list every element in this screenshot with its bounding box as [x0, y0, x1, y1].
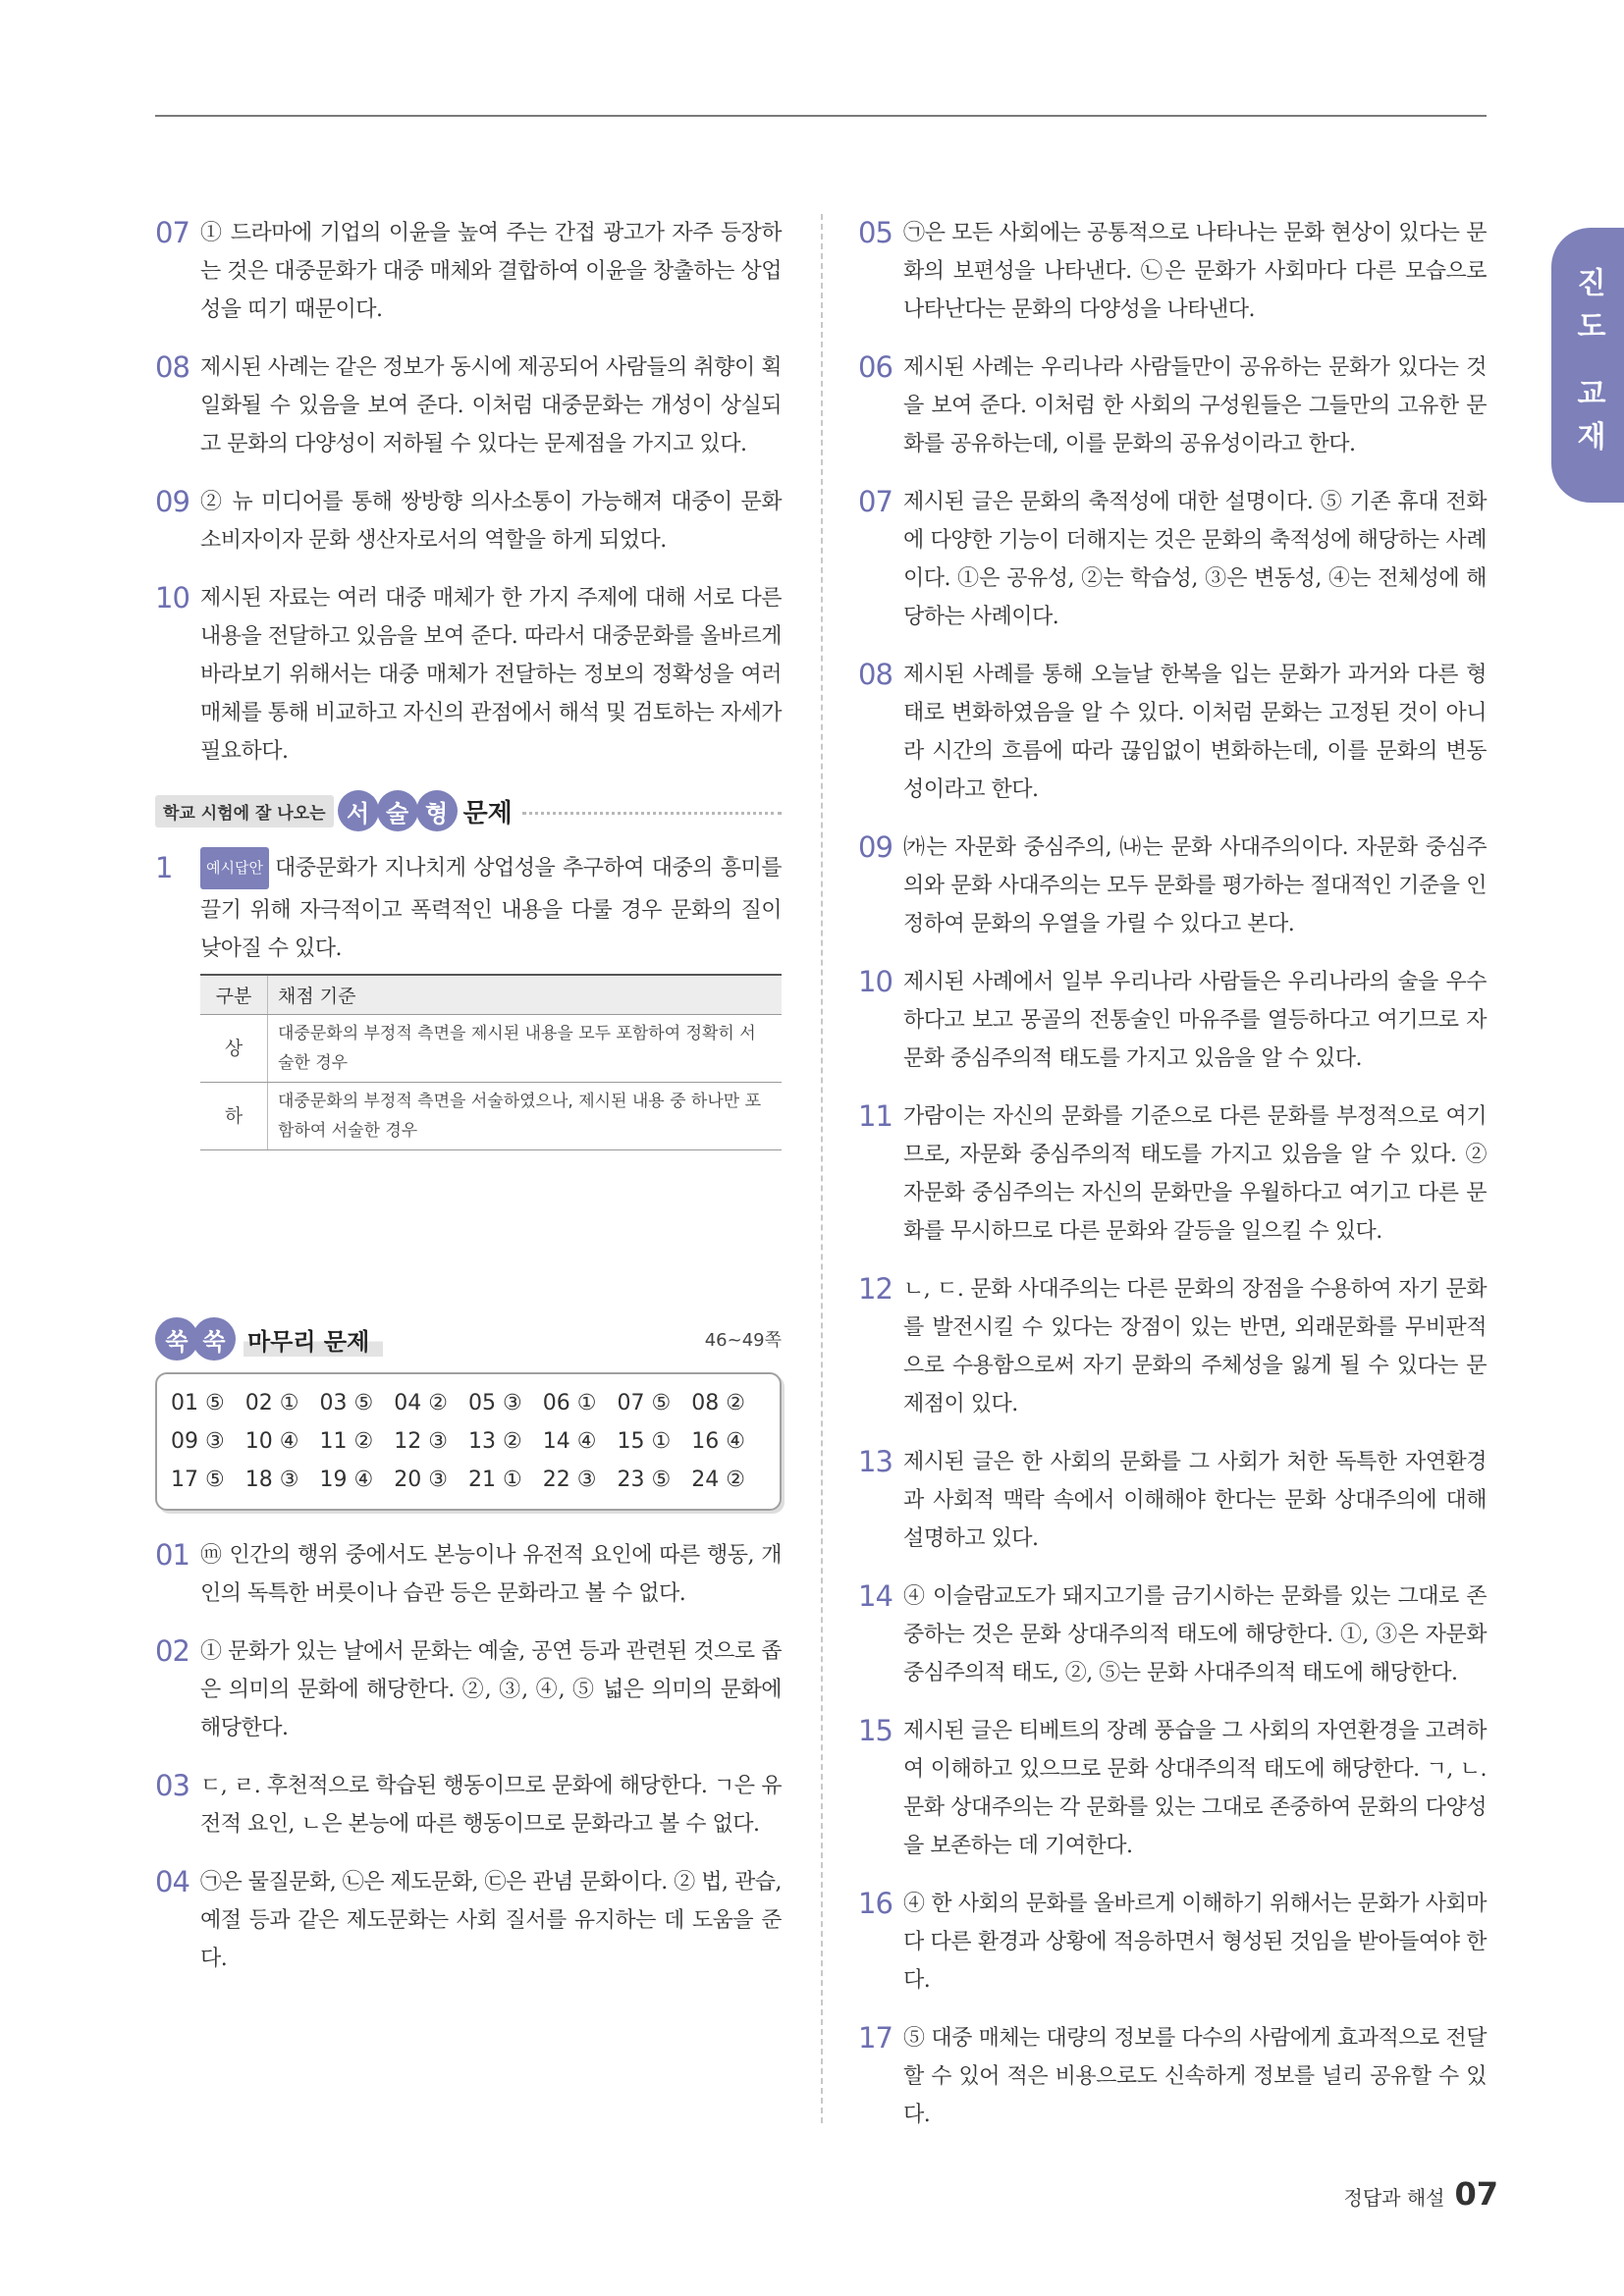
- item-number: 12: [858, 1272, 893, 1306]
- item-text: ㈎는 자문화 중심주의, ㈏는 문화 사대주의이다. 자문화 중심주의와 문화 사대주의는 모두 문화를 평가하는 절대적인 기준을 인정하여 문화의 우열을 가릴 수 있다고 본다.: [903, 835, 1487, 936]
- item-text: ⓜ 인간의 행위 중에서도 본능이나 유전적 요인에 따른 행동, 개인의 독특한 버릇이나 습관 등은 문화라고 볼 수 없다.: [200, 1543, 782, 1606]
- final-section-title: 마무리 문제: [244, 1322, 383, 1357]
- item-number: 07: [858, 485, 893, 518]
- item-text: ① 문화가 있는 날에서 문화는 예술, 공연 등과 관련된 것으로 좁은 의미의 문화에 해당한다. ②, ③, ④, ⑤ 넓은 의미의 문화에 해당한다.: [200, 1639, 782, 1740]
- title-bubble: 쑥: [192, 1317, 236, 1361]
- essay-section-title: 문제: [462, 798, 513, 828]
- item-number: 02: [155, 1634, 189, 1668]
- grading-header-level: 구분: [200, 975, 268, 1015]
- answer-item: [155, 1632, 782, 1747]
- answer-item: [858, 2019, 1487, 2134]
- item-number: 13: [858, 1445, 893, 1478]
- essay-answer: [200, 849, 782, 968]
- answer-key-cell: 01 ⑤: [171, 1391, 225, 1415]
- table-row: [200, 1083, 782, 1150]
- item-number: 08: [858, 658, 893, 691]
- item-text: 제시된 글은 한 사회의 문화를 그 사회가 처한 독특한 자연환경과 사회적 맥락 속에서 이해해야 한다는 문화 상대주의에 대해 설명하고 있다.: [903, 1450, 1487, 1551]
- answer-item: [155, 348, 782, 463]
- answer-key-cell: 18 ③: [244, 1468, 299, 1492]
- answer-key-row: [171, 1384, 766, 1422]
- answer-key-cell: 15 ①: [617, 1429, 672, 1454]
- answer-key-cell: 14 ④: [542, 1429, 597, 1454]
- answer-key-box: [155, 1372, 782, 1511]
- title-bubble: 쑥: [155, 1317, 198, 1361]
- answer-item: [155, 1767, 782, 1843]
- answer-key-cell: 17 ⑤: [171, 1468, 225, 1492]
- right-column: [858, 214, 1487, 2154]
- answer-key-row: [171, 1461, 766, 1499]
- left-column: [155, 214, 782, 1998]
- item-text: ㄴ, ㄷ. 문화 사대주의는 다른 문화의 장점을 수용하여 자기 문화를 발전시킬 수 있다는 장점이 있는 반면, 외래문화를 무비판적으로 수용함으로써 자기 문화의 주체성을 잃게 될 수 있다는 문제점이 있다.: [903, 1277, 1487, 1416]
- essay-answer-text: 대중문화가 지나치게 상업성을 추구하여 대중의 흥미를 끌기 위해 자극적이고 폭력적인 내용을 다룰 경우 문화의 질이 낮아질 수 있다.: [200, 856, 782, 961]
- grading-criterion: 대중문화의 부정적 측면을 제시된 내용을 모두 포함하여 정확히 서술한 경우: [268, 1015, 783, 1083]
- item-text: 제시된 사례는 같은 정보가 동시에 제공되어 사람들의 취향이 획일화될 수 있음을 보여 준다. 이처럼 대중문화는 개성이 상실되고 문화의 다양성이 저하될 수 있다는 문제점을 가지고 있다.: [200, 355, 782, 456]
- page-number: 07: [1454, 2175, 1498, 2213]
- item-number: 10: [155, 581, 189, 614]
- grading-table: [200, 974, 782, 1150]
- page-footer: [1344, 2175, 1499, 2213]
- answer-item: [858, 1885, 1487, 2000]
- answer-key-cell: 22 ③: [542, 1468, 597, 1492]
- item-number: 06: [858, 350, 893, 384]
- answer-key-cell: 16 ④: [691, 1429, 745, 1454]
- item-text: 제시된 글은 문화의 축적성에 대한 설명이다. ⑤ 기존 휴대 전화에 다양한 기능이 더해지는 것은 문화의 축적성에 해당하는 사례이다. ①은 공유성, ②는 학습성, ③은 변동성, ④는 전체성에 해당하는 사례이다.: [903, 490, 1487, 629]
- item-text: 제시된 사례는 우리나라 사람들만이 공유하는 문화가 있다는 것을 보여 준다. 이처럼 한 사회의 구성원들은 그들만의 고유한 문화를 공유하는데, 이를 문화의 공유성이라고 한다.: [903, 355, 1487, 456]
- answer-key-cell: 12 ③: [394, 1429, 448, 1454]
- essay-section-header: [155, 790, 782, 831]
- answer-item: [155, 483, 782, 560]
- title-bubble: 술: [377, 790, 418, 831]
- top-rule: [155, 115, 1487, 117]
- answer-key-cell: 10 ④: [244, 1429, 299, 1454]
- answer-item: [155, 214, 782, 329]
- answer-key-cell: 09 ③: [171, 1429, 225, 1454]
- answer-key-cell: 04 ②: [394, 1391, 448, 1415]
- item-number: 08: [155, 350, 189, 384]
- answer-key-cell: 24 ②: [691, 1468, 745, 1492]
- table-row: [200, 1015, 782, 1083]
- answer-key-cell: 23 ⑤: [617, 1468, 672, 1492]
- item-number: 15: [858, 1714, 893, 1747]
- answer-item: [155, 1536, 782, 1613]
- item-text: ④ 한 사회의 문화를 올바르게 이해하기 위해서는 문화가 사회마다 다른 환경과 상황에 적응하면서 형성된 것임을 받아들여야 한다.: [903, 1892, 1487, 1993]
- item-text: ② 뉴 미디어를 통해 쌍방향 의사소통이 가능해져 대중이 문화 소비자이자 문화 생산자로서의 역할을 하게 되었다.: [200, 490, 782, 553]
- title-bubble: 형: [416, 790, 458, 831]
- item-text: ④ 이슬람교도가 돼지고기를 금기시하는 문화를 있는 그대로 존중하는 것은 문화 상대주의적 태도에 해당한다. ①, ③은 자문화 중심주의적 태도, ②, ⑤는 문화 사대주의적 태도에 해당한다.: [903, 1584, 1487, 1685]
- item-number: 05: [858, 216, 893, 249]
- answer-key-cell: 19 ④: [319, 1468, 374, 1492]
- answer-key-cell: 13 ②: [468, 1429, 522, 1454]
- final-section-pages: 46~49쪽: [704, 1330, 782, 1351]
- answer-item: [155, 579, 782, 771]
- answer-key-cell: 21 ①: [468, 1468, 522, 1492]
- item-text: ㄷ, ㄹ. 후천적으로 학습된 행동이므로 문화에 해당한다. ㄱ은 유전적 요인, ㄴ은 본능에 따른 행동이므로 문화라고 볼 수 없다.: [200, 1774, 782, 1837]
- essay-section-pre: 학교 시험에 잘 나오는: [155, 795, 334, 828]
- item-number: 03: [155, 1769, 189, 1802]
- answer-item: [858, 1270, 1487, 1423]
- item-text: 제시된 사례에서 일부 우리나라 사람들은 우리나라의 술을 우수하다고 보고 몽골의 전통술인 마유주를 열등하다고 여기므로 자문화 중심주의적 태도를 가지고 있음을 알 수 있다.: [903, 970, 1487, 1071]
- answer-key-row: [171, 1422, 766, 1461]
- item-text: 제시된 글은 티베트의 장례 풍습을 그 사회의 자연환경을 고려하여 이해하고 있으므로 문화 상대주의적 태도에 해당한다. ㄱ, ㄴ. 문화 상대주의는 각 문화를 있는 그대로 존중하여 문화의 다양성을 보존하는 데 기여한다.: [903, 1719, 1487, 1858]
- grading-header-row: [200, 975, 782, 1015]
- column-divider: [821, 214, 823, 2123]
- item-text: 제시된 자료는 여러 대중 매체가 한 가지 주제에 대해 서로 다른 내용을 전달하고 있음을 보여 준다. 따라서 대중문화를 올바르게 바라보기 위해서는 대중 매체가 전달하는 정보의 정확성을 여러 매체를 통해 비교하고 자신의 관점에서 해석 및 검토하는 자세가 필요하다.: [200, 586, 782, 764]
- item-number: 10: [858, 965, 893, 998]
- item-number: 14: [858, 1579, 893, 1613]
- item-number: 09: [858, 830, 893, 864]
- answer-item: [858, 1443, 1487, 1558]
- answer-key-cell: 06 ①: [542, 1391, 597, 1415]
- essay-item: [155, 849, 782, 968]
- answer-key-cell: 05 ③: [468, 1391, 522, 1415]
- answer-item: [858, 483, 1487, 636]
- grading-header-criterion: 채점 기준: [268, 975, 783, 1015]
- item-number: 07: [155, 216, 189, 249]
- sample-answer-badge: 예시답안: [200, 847, 269, 889]
- title-bubble: 서: [338, 790, 379, 831]
- answer-item: [858, 828, 1487, 943]
- answer-key-cell: 02 ①: [244, 1391, 299, 1415]
- footer-label: 정답과 해설: [1343, 2186, 1445, 2210]
- item-number: 16: [858, 1887, 893, 1920]
- item-text: ㉠은 모든 사회에는 공통적으로 나타나는 문화 현상이 있다는 문화의 보편성을 나타낸다. ㉡은 문화가 사회마다 다른 모습으로 나타난다는 문화의 다양성을 나타낸다.: [903, 221, 1487, 322]
- item-number: 1: [155, 851, 173, 884]
- item-text: 제시된 사례를 통해 오늘날 한복을 입는 문화가 과거와 다른 형태로 변화하였음을 알 수 있다. 이처럼 문화는 고정된 것이 아니라 시간의 흐름에 따라 끊임없이 변화하는데, 이를 문화의 변동성이라고 한다.: [903, 663, 1487, 802]
- item-text: ⑤ 대중 매체는 대량의 정보를 다수의 사람에게 효과적으로 전달할 수 있어 적은 비용으로도 신속하게 정보를 널리 공유할 수 있다.: [903, 2026, 1487, 2127]
- answer-item: [858, 214, 1487, 329]
- grading-criterion: 대중문화의 부정적 측면을 서술하였으나, 제시된 내용 중 하나만 포함하여 서술한 경우: [268, 1083, 783, 1150]
- item-text: ㉠은 물질문화, ㉡은 제도문화, ㉢은 관념 문화이다. ② 법, 관습, 예절 등과 같은 제도문화는 사회 질서를 유지하는 데 도움을 준다.: [200, 1870, 782, 1971]
- side-tab-label: 진도 교재: [1571, 266, 1605, 464]
- final-section-header: [155, 1317, 782, 1361]
- side-tab: [1551, 228, 1624, 503]
- grading-level: 상: [200, 1015, 268, 1083]
- item-number: 04: [155, 1865, 189, 1898]
- answer-key-cell: 11 ②: [319, 1429, 374, 1454]
- item-number: 17: [858, 2021, 893, 2055]
- answer-item: [858, 1712, 1487, 1865]
- essay-title-bubbles: [338, 790, 456, 831]
- answer-key-cell: 03 ⑤: [319, 1391, 374, 1415]
- answer-item: [155, 1863, 782, 1978]
- answer-item: [858, 963, 1487, 1078]
- answer-item: [858, 348, 1487, 463]
- answer-item: [858, 1097, 1487, 1251]
- grading-level: 하: [200, 1083, 268, 1150]
- item-number: 11: [858, 1099, 893, 1133]
- item-number: 09: [155, 485, 189, 518]
- answer-key-cell: 07 ⑤: [617, 1391, 672, 1415]
- item-number: 01: [155, 1538, 189, 1572]
- final-title-bubbles: [155, 1317, 230, 1361]
- answer-key-cell: 20 ③: [394, 1468, 448, 1492]
- item-text: 가람이는 자신의 문화를 기준으로 다른 문화를 부정적으로 여기므로, 자문화 중심주의적 태도를 가지고 있음을 알 수 있다. ② 자문화 중심주의는 자신의 문화만을 우월하다고 여기고 다른 문화를 무시하므로 다른 문화와 갈등을 일으킬 수 있다.: [903, 1104, 1487, 1244]
- dotted-rule: [522, 812, 782, 815]
- item-text: ① 드라마에 기업의 이윤을 높여 주는 간접 광고가 자주 등장하는 것은 대중문화가 대중 매체와 결합하여 이윤을 창출하는 상업성을 띠기 때문이다.: [200, 221, 782, 322]
- answer-item: [858, 656, 1487, 809]
- answer-item: [858, 1577, 1487, 1692]
- answer-key-cell: 08 ②: [691, 1391, 745, 1415]
